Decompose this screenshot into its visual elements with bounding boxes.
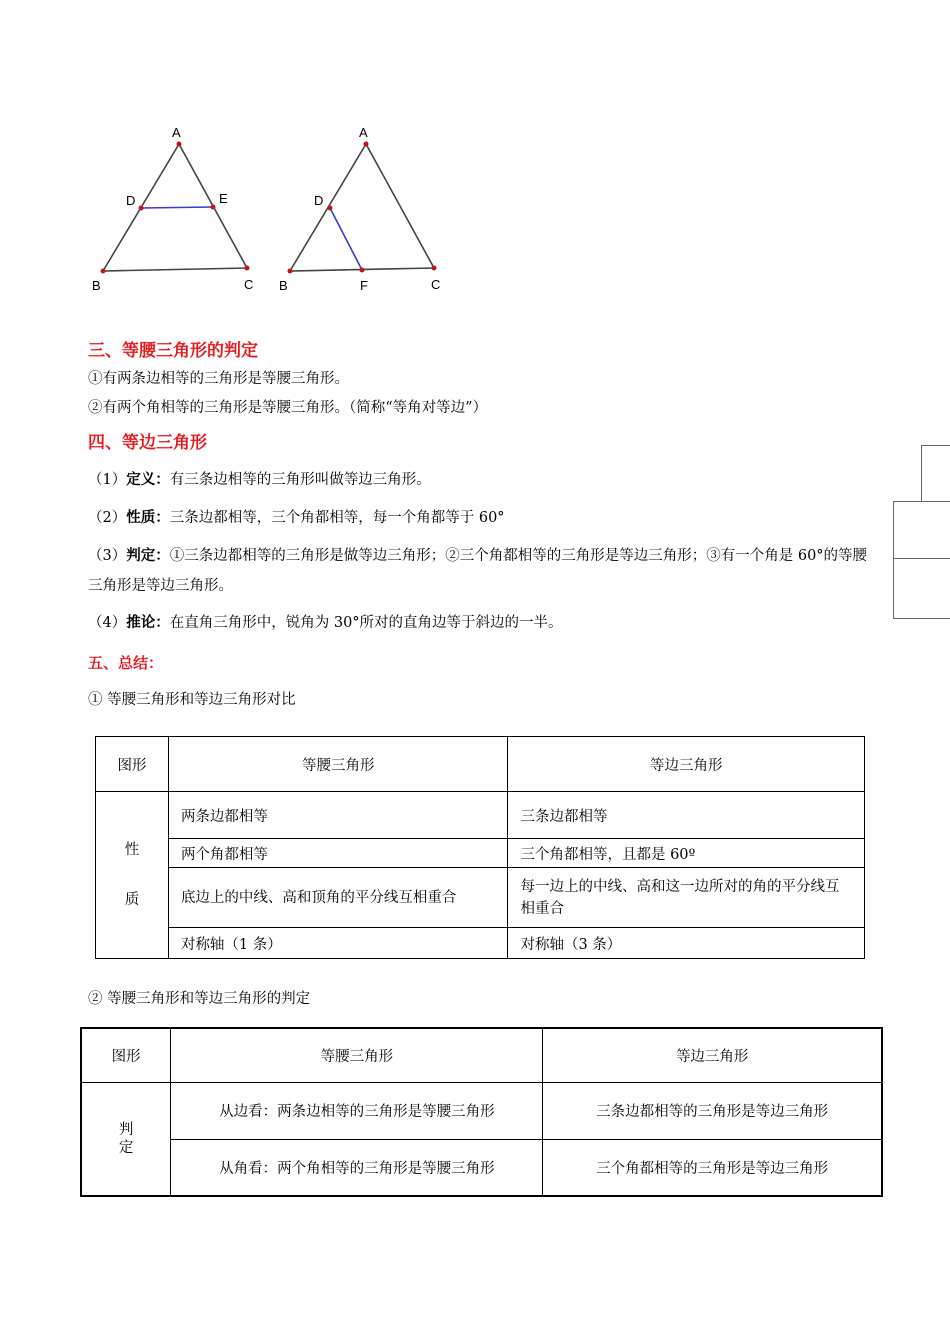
row-label-line: 质 xyxy=(124,892,140,908)
point-e xyxy=(211,205,216,210)
segment-de xyxy=(141,207,213,208)
point-a xyxy=(177,142,182,147)
row-label-line: 性 xyxy=(124,842,140,858)
point-f xyxy=(360,268,365,273)
point-b xyxy=(288,269,293,274)
section4-item1 xyxy=(88,465,868,495)
label-e: E xyxy=(219,191,228,206)
section3-line2: ②有两个角相等的三角形是等腰三角形。（简称“等角对等边”） xyxy=(88,400,488,416)
item4-term: 推论： xyxy=(126,615,170,631)
header-cell: 等腰三角形 xyxy=(171,1028,543,1082)
section4-item4 xyxy=(88,608,868,638)
point-d xyxy=(139,206,144,211)
row-label-line: 判 xyxy=(118,1121,134,1138)
header-cell: 等腰三角形 xyxy=(168,737,508,792)
table-row xyxy=(81,1139,882,1196)
point-c xyxy=(432,266,437,271)
section4-item3 xyxy=(88,541,868,601)
row-label-cell xyxy=(81,1082,171,1196)
section4-item2 xyxy=(88,503,868,533)
section3-title: 三、等腰三角形的判定 xyxy=(88,341,258,361)
table-cell: 底边上的中线、高和顶角的平分线互相重合 xyxy=(168,868,508,928)
table-row xyxy=(96,792,865,839)
table-cell: 从角看：两个角相等的三角形是等腰三角形 xyxy=(171,1139,543,1196)
table-header-row xyxy=(96,737,865,792)
table-cell: 三条边都相等的三角形是等边三角形 xyxy=(543,1082,882,1139)
label-f: F xyxy=(360,278,368,293)
item3-term: 判定： xyxy=(126,548,170,564)
table-cell: 对称轴（1 条） xyxy=(168,928,508,959)
label-b: B xyxy=(279,278,288,293)
table-cell: 对称轴（3 条） xyxy=(508,928,865,959)
point-d xyxy=(328,206,333,211)
triangle-abc xyxy=(290,144,434,271)
header-cell: 等边三角形 xyxy=(508,737,865,792)
header-cell: 图形 xyxy=(81,1028,171,1082)
table-cell: 从边看：两条边相等的三角形是等腰三角形 xyxy=(171,1082,543,1139)
item2-prefix: （2） xyxy=(88,510,127,526)
header-cell: 等边三角形 xyxy=(543,1028,882,1082)
label-a: A xyxy=(359,125,368,140)
segment-df xyxy=(330,208,362,270)
table-cell: 每一边上的中线、高和这一边所对的角的平分线互相重合 xyxy=(508,868,865,928)
point-c xyxy=(245,266,250,271)
header-cell: 图形 xyxy=(96,737,169,792)
table-row xyxy=(81,1082,882,1139)
table-cell: 三条边都相等 xyxy=(508,792,865,839)
figure-triangle-de xyxy=(85,120,270,300)
label-d: D xyxy=(314,193,324,208)
item3-prefix: （3） xyxy=(88,548,127,564)
comparison-table xyxy=(95,736,865,959)
row-label-cell xyxy=(96,792,169,959)
section5-sub1: ① 等腰三角形和等边三角形对比 xyxy=(88,692,296,708)
point-a xyxy=(364,142,369,147)
table-header-row xyxy=(81,1028,882,1082)
table-row xyxy=(96,868,865,928)
table-cell: 三个角都相等的三角形是等边三角形 xyxy=(543,1139,882,1196)
label-a: A xyxy=(172,125,181,140)
table-row xyxy=(96,928,865,959)
item3-text: ①三条边都相等的三角形是做等边三角形；②三个角都相等的三角形是等边三角形；③有一个角是 60°的等腰三角形是等边三角形。 xyxy=(88,548,868,594)
item1-prefix: （1） xyxy=(88,472,127,488)
item2-text: 三条边都相等，三个角都相等，每一个角都等于 60° xyxy=(169,510,505,526)
item1-term: 定义： xyxy=(126,472,170,488)
section5-title: 五、总结： xyxy=(88,654,164,672)
item4-prefix: （4） xyxy=(88,615,127,631)
point-b xyxy=(101,269,106,274)
margin-box-2 xyxy=(893,501,950,560)
margin-box-3 xyxy=(893,558,950,619)
label-c: C xyxy=(431,277,441,292)
figure-triangle-df xyxy=(272,120,457,300)
table-cell: 三个角都相等，且都是 60º xyxy=(508,839,865,868)
table-cell: 两条边都相等 xyxy=(168,792,508,839)
label-c: C xyxy=(244,277,254,292)
item4-text: 在直角三角形中，锐角为 30°所对的直角边等于斜边的一半。 xyxy=(169,615,563,631)
judgement-table xyxy=(80,1027,883,1197)
table-cell: 两个角都相等 xyxy=(168,839,508,868)
section5-sub2: ② 等腰三角形和等边三角形的判定 xyxy=(88,991,311,1007)
margin-box-1 xyxy=(921,445,950,503)
item2-term: 性质： xyxy=(126,510,170,526)
row-label-line: 定 xyxy=(118,1139,134,1156)
table-row xyxy=(96,839,865,868)
label-b: B xyxy=(92,278,101,293)
section3-line1: ①有两条边相等的三角形是等腰三角形。 xyxy=(88,371,349,387)
section4-title: 四、等边三角形 xyxy=(88,433,207,453)
item1-text: 有三条边相等的三角形叫做等边三角形。 xyxy=(169,472,431,488)
label-d: D xyxy=(126,193,136,208)
